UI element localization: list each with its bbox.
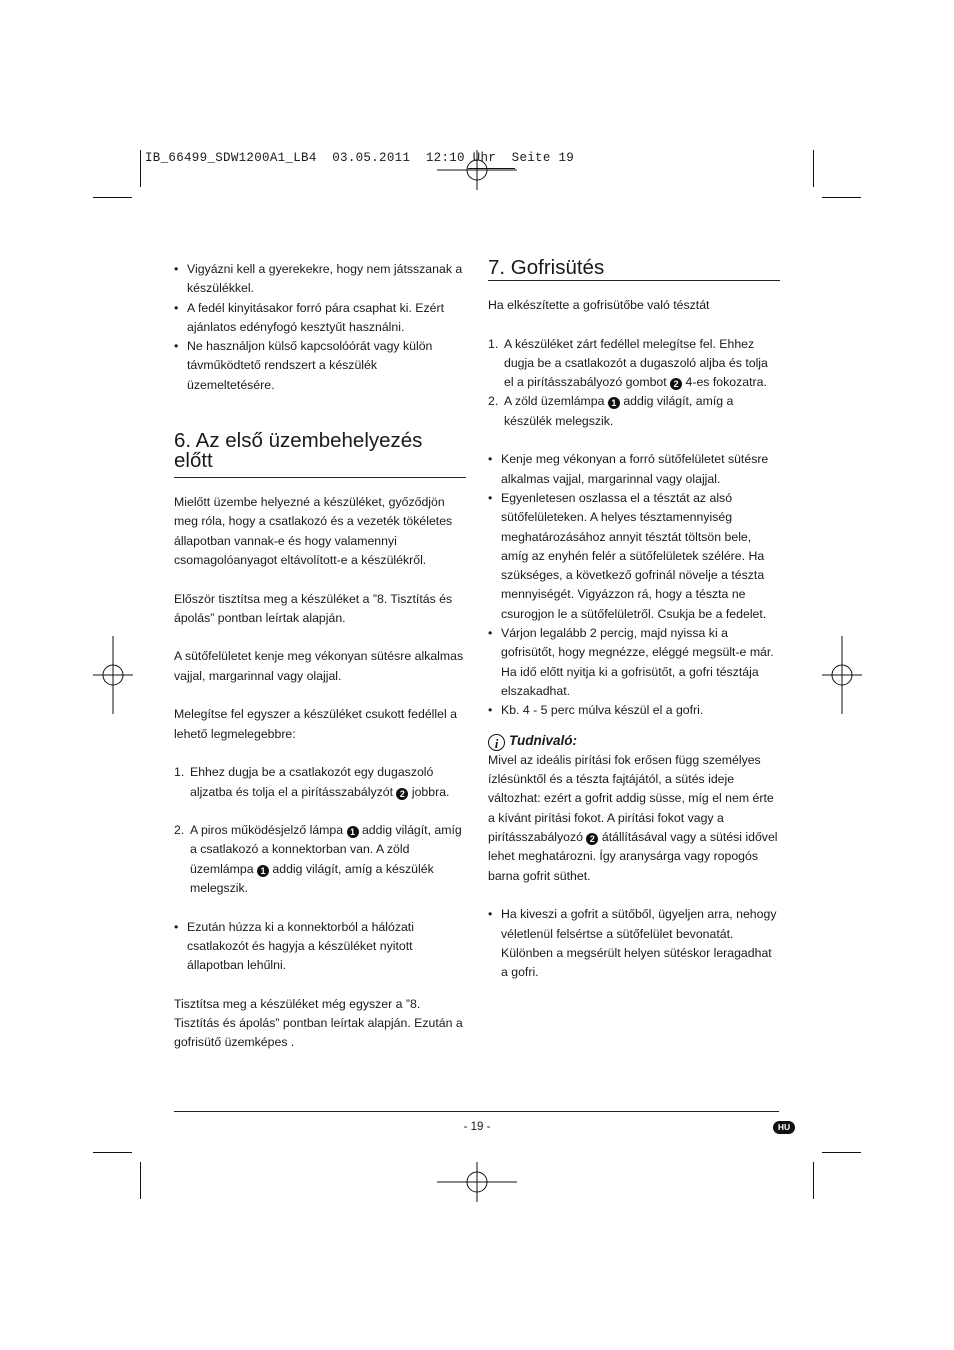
left-column <box>174 260 466 1053</box>
paragraph: Melegítse fel egyszer a készüléket csukott fedéllel a lehető legmelegebbre: <box>174 707 457 741</box>
list-item: • Vigyázni kell a gyerekekre, hogy nem játsszanak a készülékkel. <box>174 260 466 299</box>
note-text <box>488 751 780 886</box>
page-number: - 19 - <box>463 1121 491 1133</box>
list-item: • Kenje meg vékonyan a forró sütőfelületet sütésre alkalmas vajjal, margarinnal vagy olajjal. <box>488 450 780 489</box>
section-6-title-line2: előtt <box>174 449 213 473</box>
info-icon: i <box>488 734 505 751</box>
numbered-step <box>488 392 780 431</box>
step-text: addig világít, amíg a csatlakozó a konnektorban van. A zöld üzemlámpa <box>190 823 462 876</box>
section-7-title: 7. Gofrisütés <box>488 256 605 279</box>
note-text-part: átállításával vagy a sütési idővel lehet meghatározni. Így aranysárga vagy ropogós barna gofrit süthet. <box>488 830 778 883</box>
list-item: • Egyenletesen oszlassa el a tésztát az alsó sütőfelületeken. A helyes tésztamennyiség meghatározásához annyit tésztát töltsön bele, amíg az enyhén felér a sütőfelületek szélére. Ha szükséges, a következő gofrinál növelje a tészta mennyiségét. Vigyázzon rá, hogy a tészta ne csurogjon le a sütőfelületről. Csukja be a fedelet. <box>488 489 780 624</box>
section-7-rule <box>488 280 780 281</box>
section-6-title-line1: 6. Az első üzembehelyezés <box>174 429 423 453</box>
step-text: 4-es fokozatra. <box>685 375 767 390</box>
step-text: addig világít, amíg a készülék melegszik. <box>504 394 734 428</box>
note-text-part: Mivel az ideális pirítási fok erősen függ személyes ízlésünktől és a tészta fajtájától, a sütés ideje változhat: ezért a gofrit addig süsse, míg el nem érte a kívánt pirítási fokot. A pirítási fokot vagy a pirításszabályozó <box>488 752 774 845</box>
crop-mark <box>822 1152 861 1153</box>
list-item: • Ne használjon külső kapcsolóórát vagy külön távműködtető rendszert a készülék üzemeltetésére. <box>174 337 466 395</box>
crop-mark <box>813 1162 814 1199</box>
step-text: A piros működésjelző lámpa <box>190 823 344 838</box>
step-number: 2. <box>488 394 499 409</box>
paragraph: Először tisztítsa meg a készüléket a ”8. Tisztítás és ápolás” pontban leírtak alapján. <box>174 591 453 625</box>
step-number: 1. <box>488 336 499 351</box>
section-6-rule <box>174 477 466 478</box>
crop-mark <box>140 1162 141 1199</box>
right-column <box>488 258 780 982</box>
part-number-badge: 1 <box>347 826 359 838</box>
crop-mark <box>93 197 132 198</box>
print-slug: IB_66499_SDW1200A1_LB4 03.05.2011 12:10 Uhr Seite 19 <box>145 151 575 165</box>
note-title: Tudnivaló: <box>509 732 578 748</box>
step-number: 1. <box>174 765 185 780</box>
paragraph: Tisztítsa meg a készüléket még egyszer a ”8. Tisztítás és ápolás” pontban leírtak alapján. Ezután a gofrisütő üzemképes . <box>174 996 463 1050</box>
step-text: A zöld üzemlámpa <box>504 394 605 409</box>
part-number-badge: 1 <box>608 397 620 409</box>
list-item: • Várjon legalább 2 percig, majd nyissa ki a gofrisütőt, hogy megnézze, eléggé megsült-e már. Ha idő előtt nyitja ki a gofrisütőt, a gofri tésztája elszakadhat. <box>488 624 780 701</box>
list-item: • Kb. 4 - 5 perc múlva készül el a gofri. <box>488 701 780 720</box>
part-number-badge: 1 <box>257 865 269 877</box>
part-number-badge: 2 <box>586 833 598 845</box>
crop-mark <box>822 197 861 198</box>
step-text: Ehhez dugja be a csatlakozót egy dugaszoló aljzatba és tolja el a pirításszabályzót <box>190 765 434 799</box>
registration-mark-right <box>822 636 862 714</box>
crop-mark <box>140 150 141 187</box>
step-number: 2. <box>174 823 185 838</box>
step-text: jobbra. <box>411 784 450 799</box>
paragraph: A sütőfelületet kenje meg vékonyan sütésre alkalmas vajjal, margarinnal vagy olajjal. <box>174 649 464 683</box>
crop-mark <box>93 1152 132 1153</box>
list-item: • A fedél kinyitásakor forró pára csaphat ki. Ezért ajánlatos edényfogó kesztyűt használni. <box>174 299 466 338</box>
numbered-step <box>488 335 780 393</box>
numbered-step <box>174 763 466 802</box>
list-item: • Ezután húzza ki a konnektorból a hálózati csatlakozót és hagyja a készüléket nyitott állapotban lehűlni. <box>174 918 466 976</box>
step-text: A készüléket zárt fedéllel melegítse fel. Ehhez dugja be a csatlakozót a dugaszoló aljba és tolja el a pirításszabályozó gombot <box>504 336 768 390</box>
footer-rule <box>174 1111 779 1112</box>
step-text: addig világít, amíg a készülék melegszik. <box>190 861 434 896</box>
paragraph: Mielőtt üzembe helyezné a készüléket, győződjön meg róla, hogy a csatlakozó és a vezeték tökéletes állapotban vannak-e és hogy valamennyi csomagolóanyagot eltávolított-e a készülékről. <box>174 495 453 567</box>
registration-mark-left <box>93 636 133 714</box>
part-number-badge: 2 <box>670 378 682 390</box>
list-item: • Ha kiveszi a gofrit a sütőből, ügyeljen arra, nehogy véletlenül felsértse a sütőfelület bevonatát. Különben a megsérült helyen sütéskor leragadhat a gofri. <box>488 905 780 982</box>
note-heading <box>488 731 780 751</box>
crop-mark <box>813 150 814 187</box>
language-badge: HU <box>773 1121 795 1134</box>
numbered-step <box>174 821 466 898</box>
paragraph: Ha elkészítette a gofrisütőbe való tésztát <box>488 298 710 312</box>
registration-mark-bottom <box>437 1162 517 1202</box>
slug-underline <box>468 168 515 169</box>
section-6-title <box>174 431 466 471</box>
part-number-badge: 2 <box>396 788 408 800</box>
